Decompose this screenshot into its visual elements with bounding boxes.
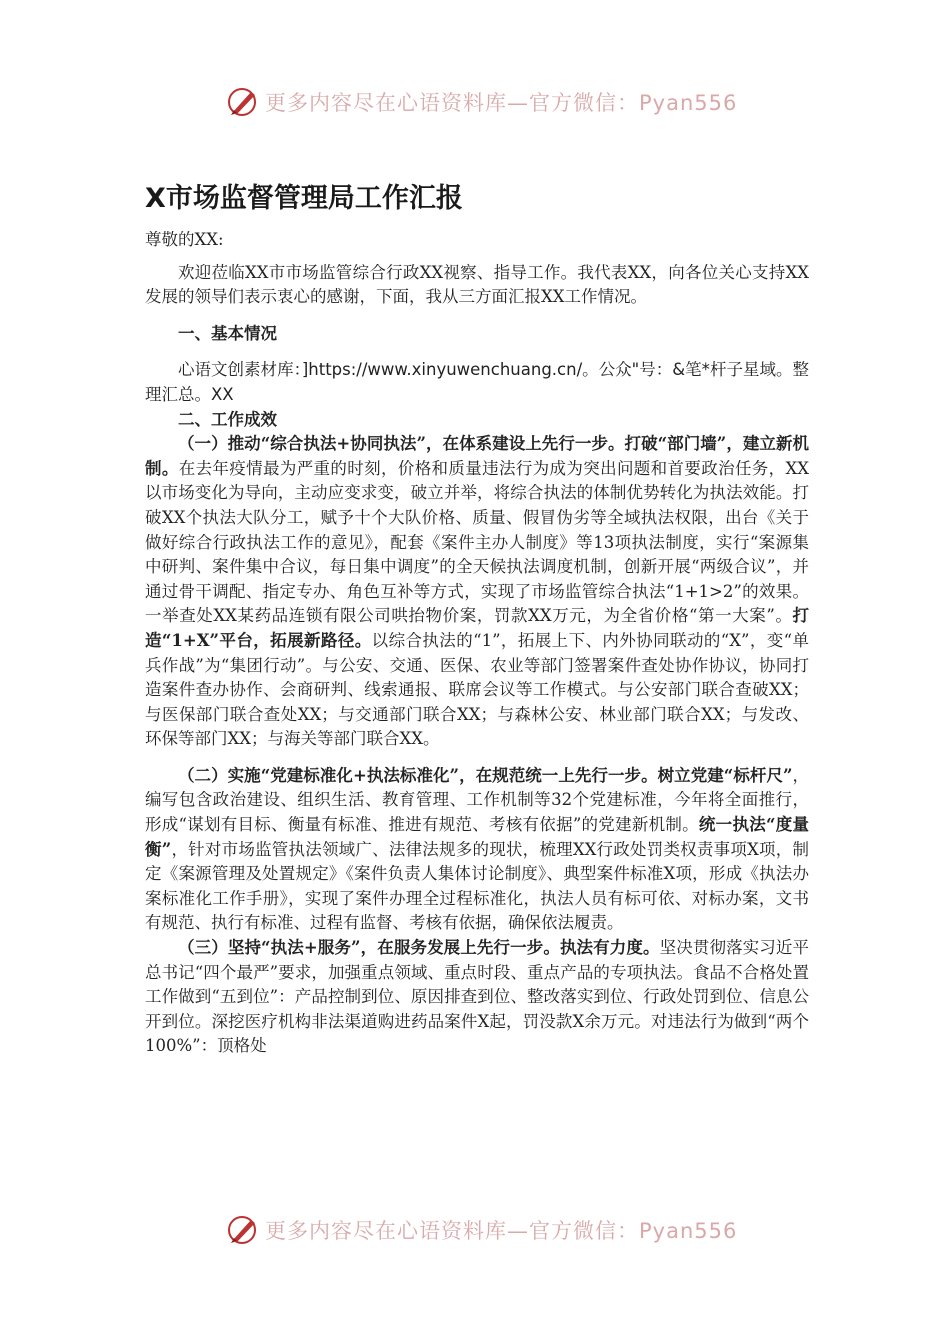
section-heading-results: 二、工作成效 [178,409,277,429]
intro-paragraph: 欢迎莅临XX市市场监管综合行政XX视察、指导工作。我代表XX，向各位关心支持XX发展的领导们表示衷心的感谢，下面，我从三方面汇报XX工作情况。 [145,262,809,307]
paragraph-1: （一）推动“综合执法+协同执法”，在体系建设上先行一步。打破“部门墙”，建立新机制。在去年疫情最为严重的时刻，价格和质量违法行为成为突出问题和首要政治任务，XX以市场变化为导向，主动应变求变，破立并举，将综合执法的体制优势转化为执法效能。打破XX个执法大队分工，赋予十个大队价格、质量、假冒伪劣等全域执法权限，出台《关于做好综合行政执法工作的意见》，配套《案件主办人制度》等13项执法制度，实行“案源集中研判、案件集中合议，每日集中调度”的全天候执法调度机制，创新开展“两级合议”，并通过骨干调配、指定专办、角色互补等方式，实现了市场监管综合执法“1+1>2”的效果。一举查处XX某药品连锁有限公司哄抬物价案，罚款XX万元，为全省价格“第一大案”。打造“1+X”平台，拓展新路径。以综合执法的“1”，拓展上下、内外协同联动的“X”，变“单兵作战”为“集团行动”。与公安、交通、医保、农业等部门签署案件查处协作协议，协同打造案件查办协作、会商研判、线索通报、联席会议等工作模式。与公安部门联合查破XX；与医保部门联合查处XX；与交通部门联合XX；与森林公安、林业部门联合XX；与发改、环保等部门XX；与海关等部门联合XX。 [145,434,810,749]
document-title: X市场监督管理局工作汇报 [145,183,463,214]
p2-heading: （二）实施“党建标准化+执法标准化”，在规范统一上先行一步。树立党建“标杆尺” [178,765,793,785]
header-watermark-banner [225,82,745,122]
footer-watermark-banner [225,1210,745,1250]
pen-logo-icon [225,84,261,120]
wechat-id: Pyan556 [639,1219,738,1243]
salutation: 尊敬的XX: [145,230,224,249]
p2-subheading: 统一执法“度量衡” [145,815,809,859]
banner-text: 更多内容尽在心语资料库—官方微信：Pyan556 [265,1219,738,1243]
paragraph-3: （三）坚持“执法+服务”，在服务发展上先行一步。执法有力度。坚决贯彻落实习近平总书记“四个最严”要求，加强重点领域、重点时段、重点产品的专项执法。食品不合格处置工作做到“五到位”：产品控制到位、原因排查到位、整改落实到位、行政处罚到位、信息公开到位。深挖医疗机构非法渠道购进药品案件X起，罚没款X余万元。对违法行为做到“两个100%”：顶格处 [145,938,810,1056]
banner-text: 更多内容尽在心语资料库—官方微信：Pyan556 [265,91,738,115]
section-heading-basic: 一、基本情况 [178,323,277,343]
p1-heading: （一）推动“综合执法+协同执法”，在体系建设上先行一步。打破“部门墙”，建立新机制。 [145,434,809,478]
wechat-id: Pyan556 [639,91,738,115]
p1-subheading: 打造“1+X”平台，拓展新路径。 [145,606,809,650]
pen-logo-icon [225,1212,261,1248]
document-body [145,228,809,1059]
paragraph-2: （二）实施“党建标准化+执法标准化”，在规范统一上先行一步。树立党建“标杆尺”，编写包含政治建设、组织生活、教育管理、工作机制等32个党建标准，今年将全面推行，形成“谋划有目标、衡量有标准、推进有规范、考核有依据”的党建新机制。统一执法“度量衡”，针对市场监管执法领域广、法律法规多的现状，梳理XX行政处罚类权责事项X项，制定《案源管理及处置规定》《案件负责人集体讨论制度》、典型案件标准X项，形成《执法办案标准化工作手册》，实现了案件办理全过程标准化，执法人员有标可依、对标办案，文书有规范、执行有标准、过程有监督、考核有依据，确保依法履责。 [145,765,809,933]
source-note: 心语文创素材库：]https://www.xinyuwenchuang.cn/。公众"号：&笔*杆子星域。整理汇总。XX [145,360,809,404]
p3-heading: （三）坚持“执法+服务”，在服务发展上先行一步。执法有力度。 [178,938,660,958]
